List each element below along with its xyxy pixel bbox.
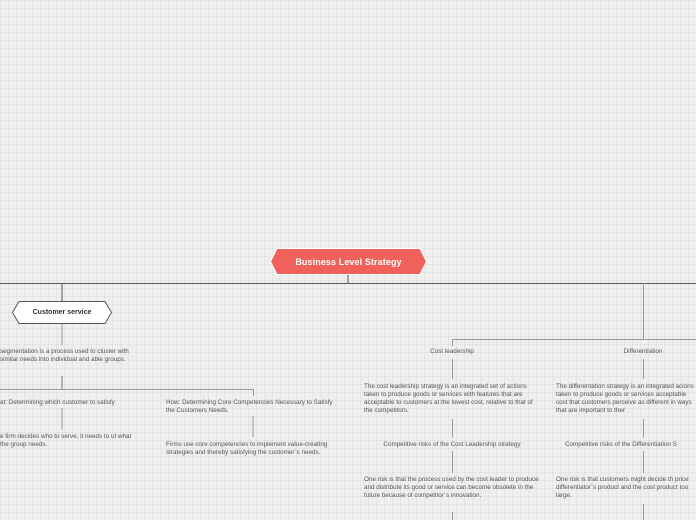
how-topic[interactable]: How: Determining Core Competencies Necessary to Satisfy the Customers Needs. (166, 399, 333, 414)
segmentation-topic[interactable]: segmentation is a process used to cluster with similar needs into individual and able groups. (0, 348, 129, 363)
customer-service-label: Customer service (32, 309, 92, 316)
how-detail-topic[interactable]: Firms use core competencies to implement value-creating strategies and thereby satisfying the customer´s needs. (166, 441, 328, 456)
cost-leadership-risk-1[interactable]: One risk is that the process used by the cost leader to produce and distribute its good or service can become obsolete in the future because of competitor´s innovation. (364, 476, 539, 499)
what-detail-topic[interactable]: e firm decides who to serve, it needs to ut what the group needs. (0, 433, 132, 448)
customer-service-topic[interactable] (12, 301, 112, 324)
differentiation-topic[interactable]: Differentiation (623, 348, 663, 355)
cost-leadership-risks-topic[interactable]: Competitive risks of the Cost Leadership strategy (383, 441, 521, 448)
differentiation-risks-topic[interactable]: Competitive risks of the Differentiation S (565, 441, 677, 448)
root-topic-label: Business Level Strategy (295, 256, 402, 267)
cost-leadership-topic[interactable]: Cost leadership (430, 348, 474, 355)
differentiation-risk-1[interactable]: One risk is that customers might decide th price differentiator´s product and the cost product too large. (556, 476, 689, 499)
root-topic[interactable] (270, 248, 427, 275)
differentiation-definition[interactable]: The differentation strategy is an integrated acions taken to produce goods or services acceptable cost that customers perceive as different in ways that are important to ther (556, 383, 694, 414)
cost-leadership-definition[interactable]: The cost leadership strategy is an integrated set of actions taken to produce goods or services with features that are acceptable to customers at the lowest cost, relative to that of the competitors. (364, 383, 533, 414)
what-topic[interactable]: at: Determining which customer to satisfy (0, 399, 115, 406)
strategies-branch-line (453, 340, 696, 347)
what-how-branch-line (0, 390, 254, 397)
